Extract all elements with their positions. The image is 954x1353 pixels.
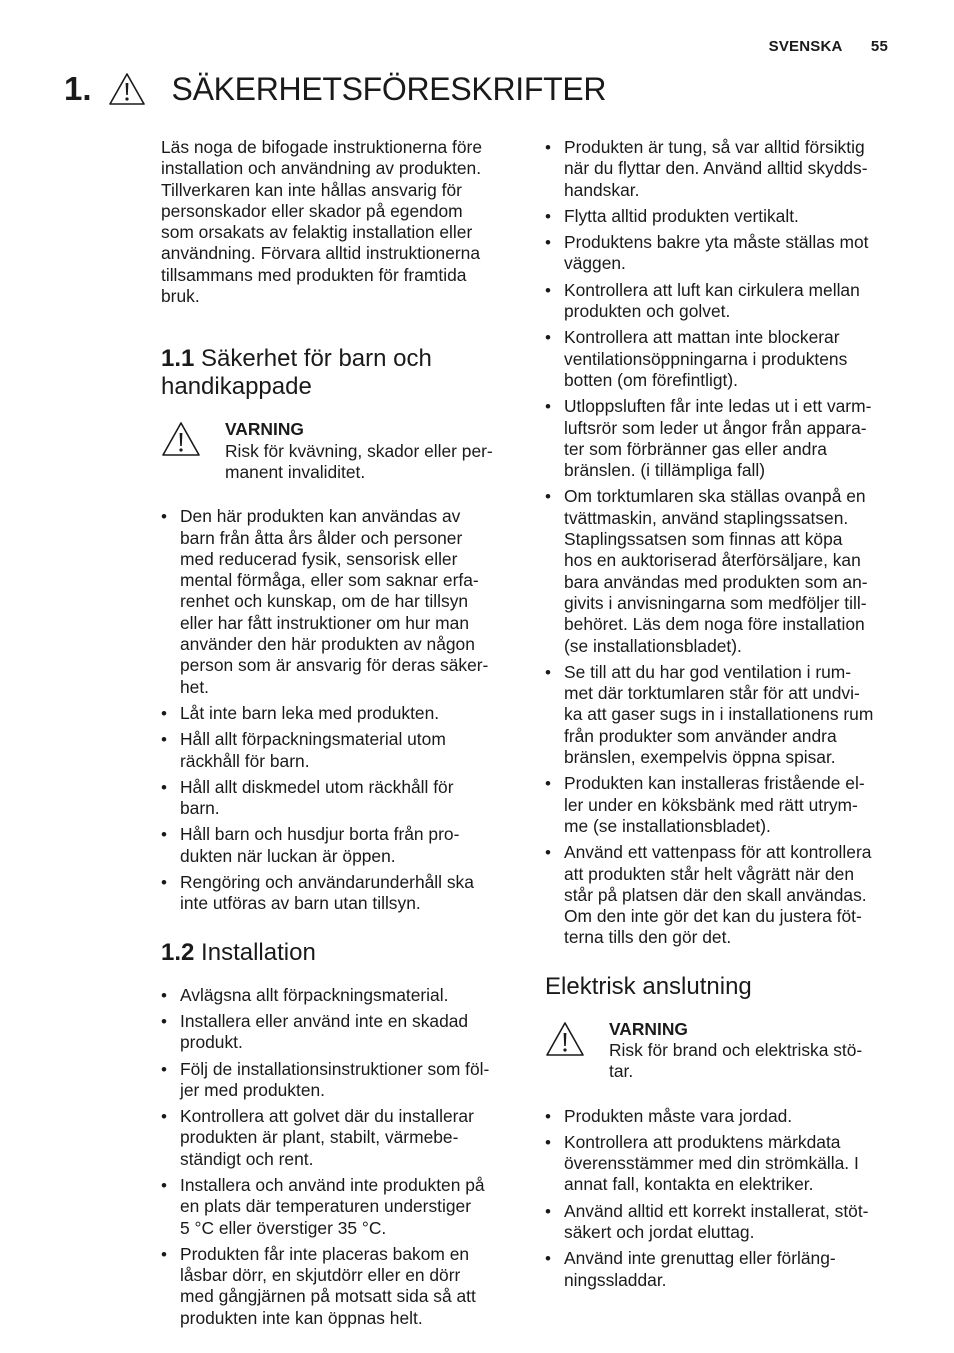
list-item-line: Produkten kan installeras fristående el- [564,773,865,794]
list-item-line: Om torktumlaren ska ställas ovanpå en [564,486,866,507]
left-column [161,137,517,1353]
list-item-line: en plats där temperaturen understiger [180,1196,471,1217]
list-item-line: givits i anvisningarna som medföljer till- [564,592,867,613]
electrical-list [545,1106,901,1291]
list-item [545,232,901,275]
list-item-line: Produkten får inte placeras bakom en [180,1243,470,1264]
warning-triangle-icon [161,421,201,457]
list-item [545,206,901,227]
list-item-line: bara användas med produkten som an- [564,571,868,592]
children-safety-list [161,506,517,914]
list-item-line: 5 °C eller överstiger 35 °C. [180,1217,387,1238]
list-item-line: botten (om förefintligt). [564,369,738,390]
installation-list-continued [545,137,901,949]
list-item [545,1106,901,1127]
list-item [161,824,517,867]
list-item-line: med gångjärnen på motsatt sida så att [180,1286,476,1307]
list-item-line: Kontrollera att golvet där du installerar [180,1106,474,1127]
list-item-line: produkten och golvet. [564,301,731,322]
page-header [769,38,888,55]
list-item-line: Håll allt förpackningsmaterial utom [180,729,446,750]
section-number: 1.1 [161,345,195,373]
warning-line: manent invaliditet. [225,461,366,482]
chapter-number: 1. [64,70,92,107]
list-item-line: säkert och jordat eluttag. [564,1222,755,1243]
warning-text [609,1019,862,1083]
list-item-line: Produkten är tung, så var alltid försiktig [564,137,865,157]
list-item-line: Staplingssatsen som finnas att köpa [564,529,843,550]
list-item-line: barn från åtta års ålder och personer [180,527,463,548]
list-item-line: produkten inte kan öppnas helt. [180,1307,423,1328]
list-item-line: ständigt och rent. [180,1148,314,1169]
list-item [545,1248,901,1291]
list-item [161,1059,517,1102]
intro-line: personskador eller skador på egendom [161,200,463,221]
list-item-line: Rengöring och användarunderhåll ska [180,872,474,893]
list-item-line: Använd ett vattenpass för att kontrollera [564,842,872,863]
list-item-line: Använd inte grenuttag eller förläng- [564,1248,836,1269]
list-item-line: ventilationsöppningarna i produktens [564,348,848,369]
list-item-line: me (se installationsbladet). [564,815,771,836]
list-item [161,872,517,915]
list-item [545,396,901,481]
list-item-line: dukten när luckan är öppen. [180,845,396,866]
warning-line: tar. [609,1061,634,1082]
section-heading-installation [161,939,517,967]
list-item-line: Håll barn och husdjur borta från pro- [180,824,460,845]
list-item-line: Produktens bakre yta måste ställas mot [564,232,869,253]
list-item-line: tvättmaskin, använd staplingssatsen. [564,507,849,528]
list-item-line: person som är ansvarig för deras säker- [180,655,489,676]
list-item-line: Den här produkten kan användas av [180,506,461,527]
chapter-title: SÄKERHETSFÖRESKRIFTER [171,70,607,107]
list-item-line: Följ de installationsinstruktioner som föl- [180,1058,490,1079]
list-item-line: när du flyttar den. Använd alltid skydds- [564,158,868,179]
list-item-line: bränslen, exempelvis öppna spisar. [564,747,836,768]
list-item [545,280,901,323]
list-item [161,985,517,1006]
list-item [545,486,901,656]
list-item-line: renhet och kunskap, om de har tillsyn [180,591,469,612]
intro-line: tillsammans med produkten för framtida [161,264,467,285]
list-item-line: terna tills den gör det. [564,927,732,948]
list-item [161,1106,517,1170]
list-item-line: Håll allt diskmedel utom räckhåll för [180,776,454,797]
list-item [545,662,901,768]
page-title [64,66,606,112]
section-title-line: Säkerhet för barn och [201,345,432,373]
list-item [545,327,901,391]
intro-line: bruk. [161,286,200,307]
list-item-line: Använd alltid ett korrekt installerat, stöt- [564,1200,869,1221]
list-item-line: mental förmåga, eller som saknar erfa- [180,570,479,591]
list-item [545,773,901,837]
list-item [161,1244,517,1329]
language-label: SVENSKA [768,38,843,55]
list-item-line: annat fall, kontakta en elektriker. [564,1174,814,1195]
list-item-line: ter som förbränner gas eller andra [564,438,827,459]
list-item-line: Kontrollera att mattan inte blockerar [564,327,840,348]
list-item-line: Avlägsna allt förpackningsmaterial. [180,984,449,1005]
warning-box [161,419,517,483]
list-item [545,842,901,948]
list-item [161,729,517,772]
list-item-line: bränslen. (i tillämpliga fall) [564,460,766,481]
warning-line: Risk för brand och elektriska stö- [609,1039,863,1060]
list-item-line: Produkten måste vara jordad. [564,1105,793,1126]
warning-line: Risk för kvävning, skador eller per- [225,440,493,461]
list-item-line: med reducerad fysik, sensorisk eller [180,548,458,569]
list-item [161,1175,517,1239]
list-item-line: ningssladdar. [564,1269,667,1290]
intro-line: användning. Förvara alltid instruktionerna [161,243,481,264]
warning-text [225,419,493,483]
warning-title: VARNING [609,1018,688,1039]
warning-triangle-icon [108,72,146,106]
warning-box [545,1019,901,1083]
list-item-line: Kontrollera att luft kan cirkulera mellan [564,279,860,300]
list-item-line: eller har fått instruktioner om hur man [180,612,470,633]
list-item-line: Utloppsluften får inte ledas ut i ett varm- [564,396,872,417]
page-number: 55 [870,38,888,55]
list-item-line: Kontrollera att produktens märkdata [564,1131,841,1152]
list-item-line: produkten är plant, stabilt, värmebe- [180,1127,459,1148]
list-item-line: ler under en köksbänk med rätt utrym- [564,794,858,815]
section-heading-electrical: Elektrisk anslutning [545,972,752,1000]
list-item [161,703,517,724]
section-heading-children [161,345,517,401]
warning-triangle-icon [545,1021,585,1057]
list-item [545,137,901,201]
list-item-line: met där torktumlaren står för att undvi- [564,683,860,704]
list-item-line: het. [180,676,210,697]
section-title: Installation [201,938,316,966]
list-item-line: handskar. [564,179,640,200]
list-item-line: (se installationsbladet). [564,635,742,656]
list-item-line: behöret. Läs dem noga före installation [564,614,865,635]
list-item-line: Se till att du har god ventilation i rum- [564,661,852,682]
list-item-line: att produkten står helt vågrätt när den [564,863,855,884]
list-item-line: inte utföras av barn utan tillsyn. [180,893,421,914]
list-item-line: använder den här produkten av någon [180,634,475,655]
list-item [161,777,517,820]
intro-line: Tillverkaren kan inte hållas ansvarig för [161,179,462,200]
installation-list [161,985,517,1329]
list-item-line: Installera och använd inte produkten på [180,1174,485,1195]
list-item-line: Flytta alltid produkten vertikalt. [564,205,799,226]
list-item-line: från produkter som använder andra [564,725,837,746]
intro-paragraph [161,137,517,307]
intro-line: Läs noga de bifogade instruktionerna före [161,137,482,157]
list-item-line: produkt. [180,1032,243,1053]
warning-title: VARNING [225,419,304,440]
intro-line: installation och användning av produkten. [161,158,482,179]
list-item-line: barn. [180,798,220,819]
list-item-line: överensstämmer med din strömkälla. I [564,1153,859,1174]
list-item-line: Installera eller använd inte en skadad [180,1010,469,1031]
list-item [545,1132,901,1196]
list-item-line: Låt inte barn leka med produkten. [180,702,440,723]
intro-line: som orsakats av felaktig installation eller [161,222,473,243]
list-item-line: låsbar dörr, en skjutdörr eller en dörr [180,1265,461,1286]
list-item-line: ka att gaser sugs in i installationens rum [564,704,874,725]
list-item-line: väggen. [564,253,626,274]
section-number: 1.2 [161,938,195,966]
right-column [545,137,901,1315]
list-item-line: jer med produkten. [180,1079,326,1100]
list-item [161,506,517,698]
section-title-line: handikappade [161,373,312,401]
list-item [161,1011,517,1054]
list-item [545,1201,901,1244]
list-item-line: luftsrör som leder ut ångor från appara- [564,417,867,438]
list-item-line: står på platsen där den skall användas. [564,884,867,905]
list-item-line: hos en auktoriserad återförsäljare, kan [564,550,861,571]
list-item-line: räckhåll för barn. [180,750,310,771]
list-item-line: Om den inte gör det kan du justera föt- [564,906,862,927]
